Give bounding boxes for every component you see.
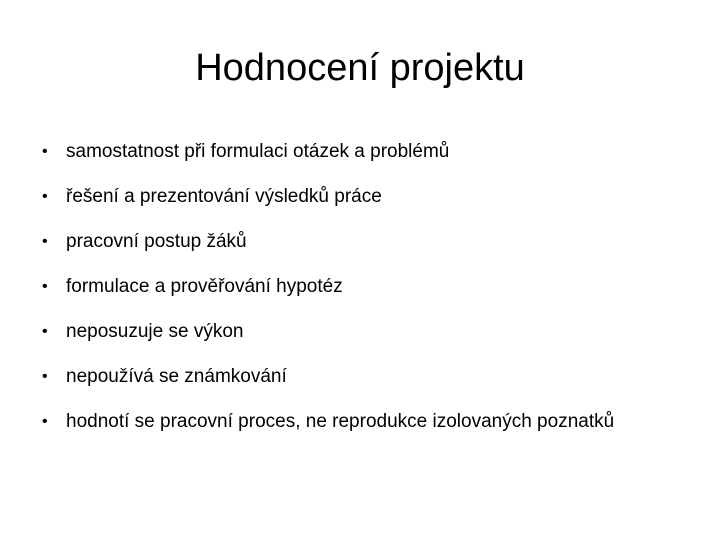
slide-title: Hodnocení projektu <box>195 47 525 89</box>
list-item <box>42 178 682 216</box>
bullet-icon: • <box>42 188 48 205</box>
list-item-text: hodnotí se pracovní proces, ne reprodukce izolovaných poznatků <box>66 411 615 432</box>
list-item-text: neposuzuje se výkon <box>66 321 244 342</box>
list-item-text: formulace a prověřování hypotéz <box>66 276 343 297</box>
list-item <box>42 313 682 351</box>
bullet-list <box>42 133 682 448</box>
bullet-icon: • <box>42 233 48 250</box>
list-item-text: řešení a prezentování výsledků práce <box>66 186 382 207</box>
list-item <box>42 403 682 441</box>
bullet-icon: • <box>42 413 48 430</box>
list-item <box>42 358 682 396</box>
bullet-icon: • <box>42 323 48 340</box>
bullet-icon: • <box>42 368 48 385</box>
list-item-text: samostatnost při formulaci otázek a problémů <box>66 141 450 162</box>
list-item-text: pracovní postup žáků <box>66 231 247 252</box>
list-item <box>42 133 682 171</box>
list-item-text: nepoužívá se známkování <box>66 366 287 387</box>
list-item <box>42 223 682 261</box>
bullet-icon: • <box>42 278 48 295</box>
bullet-icon: • <box>42 143 48 160</box>
list-item <box>42 268 682 306</box>
